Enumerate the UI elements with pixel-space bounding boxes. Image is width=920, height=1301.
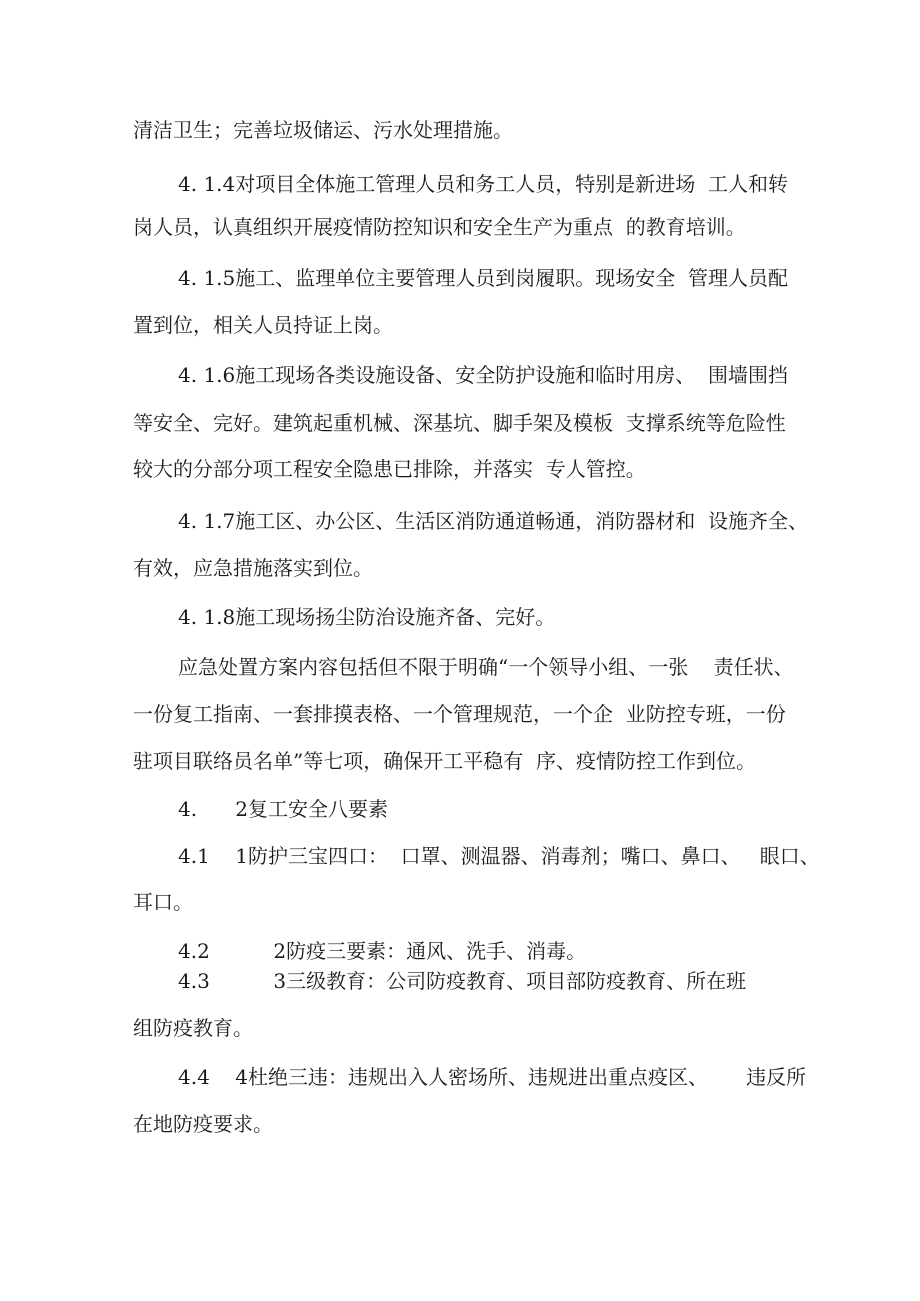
text-line: 4. 1.7施工区、办公区、生活区消防通道畅通，消防器材和 设施齐全、 bbox=[178, 509, 808, 533]
text-line: 4. 1.5施工、监理单位主要管理人员到岗履职。现场安全 管理人员配 bbox=[178, 266, 788, 290]
text-line: 4.3 3三级教育：公司防疫教育、项目部防疫教育、所在班 bbox=[178, 969, 747, 993]
text-line: 驻项目联络员名单”等七项，确保开工平稳有 序、疫情防控工作到位。 bbox=[133, 749, 756, 773]
text-line: 应急处置方案内容包括但不限于明确“一个领导小组、一张 责任状、 bbox=[178, 655, 794, 679]
section-heading: 4. 2复工安全八要素 bbox=[178, 797, 388, 821]
text-line: 耳口。 bbox=[133, 890, 193, 914]
text-line: 在地防疫要求。 bbox=[133, 1112, 273, 1136]
text-line: 组防疫教育。 bbox=[133, 1016, 253, 1040]
text-line: 4.2 2防疫三要素：通风、洗手、消毒。 bbox=[178, 939, 587, 963]
text-line: 岗人员，认真组织开展疫情防控知识和安全生产为重点 的教育培训。 bbox=[133, 215, 746, 239]
text-line: 4. 1.6施工现场各类设施设备、安全防护设施和临时用房、 围墙围挡 bbox=[178, 363, 788, 387]
text-line: 一份复工指南、一套排摸表格、一个管理规范，一个企 业防控专班，一份 bbox=[133, 702, 786, 726]
text-line: 置到位，相关人员持证上岗。 bbox=[133, 313, 393, 337]
text-line: 等安全、完好。建筑起重机械、深基坑、脚手架及模板 支撑系统等危险性 bbox=[133, 411, 786, 435]
text-line: 清洁卫生；完善垃圾储运、污水处理措施。 bbox=[133, 118, 513, 142]
text-line: 4.1 1防护三宝四口： 口罩、测温器、消毒剂；嘴口、鼻口、 眼口、 bbox=[178, 844, 820, 868]
text-line: 4. 1.8施工现场扬尘防治设施齐备、完好。 bbox=[178, 605, 556, 629]
text-line: 有效，应急措施落实到位。 bbox=[133, 556, 373, 580]
text-line: 4. 1.4对项目全体施工管理人员和务工人员，特别是新进场 工人和转 bbox=[178, 172, 788, 196]
text-line: 较大的分部分项工程安全隐患已排除，并落实 专人管控。 bbox=[133, 457, 646, 481]
text-line: 4.4 4杜绝三违：违规出入人密场所、违规进出重点疫区、 违反所 bbox=[178, 1065, 807, 1089]
